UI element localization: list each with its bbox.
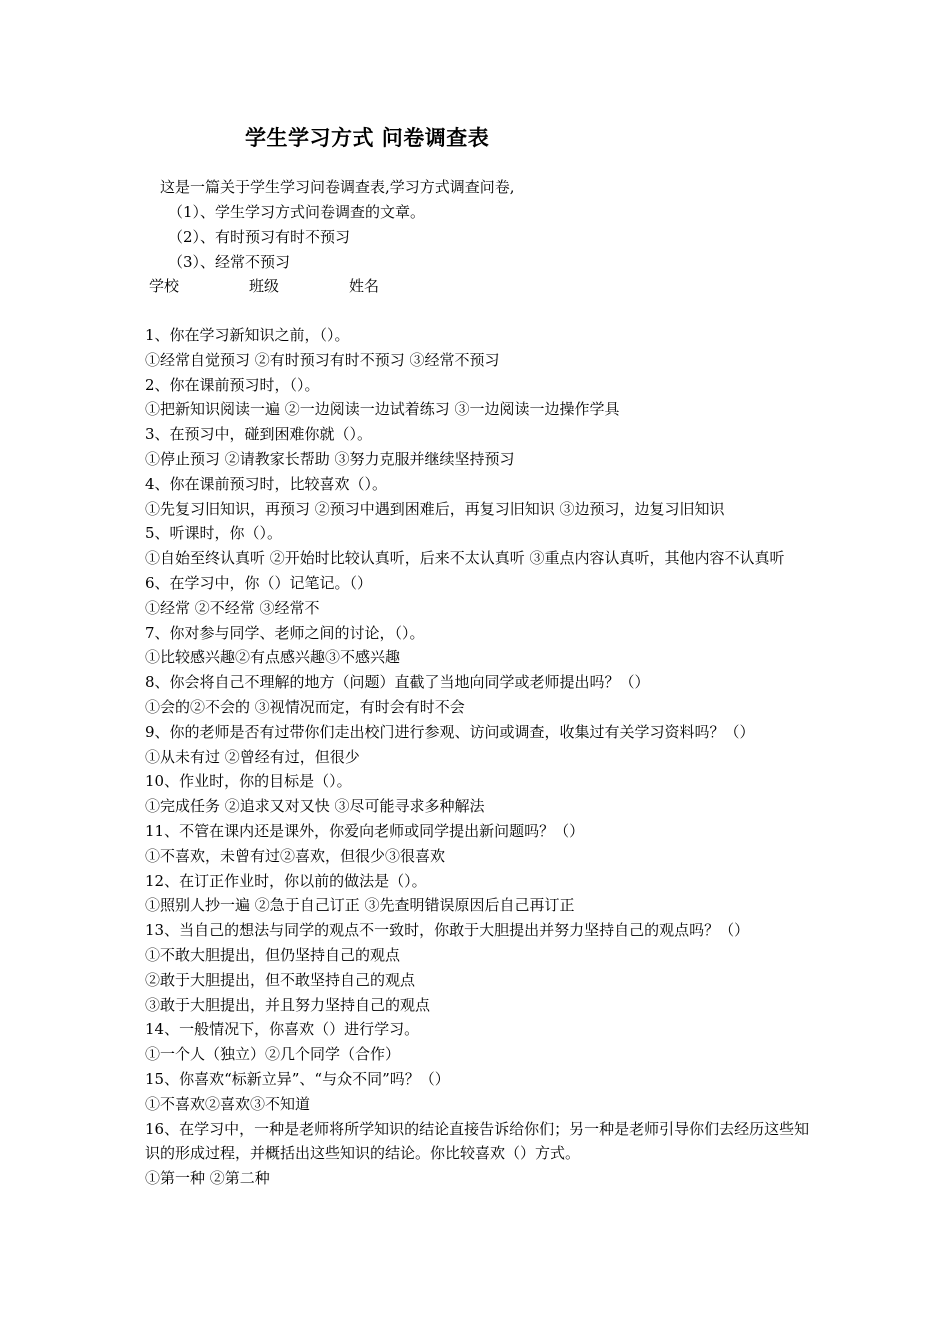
- question-options: ②敢于大胆提出，但不敢坚持自己的观点: [145, 970, 416, 989]
- question-text: 9、你的老师是否有过带你们走出校门进行参观、访问或调查，收集过有关学习资料吗？（）: [145, 722, 755, 741]
- question-options: ①先复习旧知识，再预习 ②预习中遇到困难后，再复习旧知识 ③边预习，边复习旧知识: [145, 499, 725, 518]
- question-options: ①从未有过 ②曾经有过，但很少: [145, 747, 360, 766]
- question-text: 8、你会将自己不理解的地方（问题）直截了当地向同学或老师提出吗？（）: [145, 673, 650, 692]
- question-text: 4、你在课前预习时，比较喜欢（）。: [145, 474, 388, 493]
- question-options: ①完成任务 ②追求又对又快 ③尽可能寻求多种解法: [145, 797, 485, 816]
- question-text: 6、在学习中，你（）记笔记。（）: [145, 573, 373, 592]
- question-options: ①一个人（独立）②几个同学（合作）: [145, 1045, 401, 1064]
- intro-item: （2）、有时预习有时不预习: [168, 228, 351, 246]
- question-text: 10、作业时，你的目标是（）。: [145, 772, 352, 791]
- question-options: ③敢于大胆提出，并且努力坚持自己的观点: [145, 995, 431, 1014]
- question-text: 2、你在课前预习时，（）。: [145, 375, 320, 394]
- question-options: ①停止预习 ②请教家长帮助 ③努力克服并继续坚持预习: [145, 449, 515, 468]
- question-text: 7、你对参与同学、老师之间的讨论，（）。: [145, 623, 425, 642]
- student-info-fields: [149, 274, 379, 299]
- question-list: [145, 323, 810, 1191]
- question-text: 12、在订正作业时，你以前的做法是（）。: [145, 871, 427, 890]
- question-text: 15、你喜欢“标新立异”、“与众不同”吗？（）: [145, 1069, 450, 1088]
- question-text: 3、在预习中，碰到困难你就（）。: [145, 425, 373, 444]
- question-options: ①会的②不会的 ③视情况而定，有时会有时不会: [145, 697, 465, 716]
- class-label: 班级: [249, 277, 280, 295]
- question-options: ①不敢大胆提出，但仍坚持自己的观点: [145, 945, 401, 964]
- page-title: 学生学习方式 问卷调查表: [245, 126, 490, 150]
- question-options: ①不喜欢，未曾有过②喜欢，但很少③很喜欢: [145, 846, 446, 865]
- intro-section: [146, 175, 826, 275]
- intro-item: （1）、学生学习方式问卷调查的文章。: [168, 203, 426, 221]
- question-text: 13、当自己的想法与同学的观点不一致时，你敢于大胆提出并努力坚持自己的观点吗？（）: [145, 921, 750, 940]
- question-text: 16、在学习中，一种是老师将所学知识的结论直接告诉给你们；另一种是老师引导你们去经历这些知识的形成过程，并概括出这些知识的结论。你比较喜欢（）方式。: [145, 1119, 810, 1163]
- question-text: 14、一般情况下，你喜欢（）进行学习。: [145, 1020, 420, 1039]
- question-text: 1、你在学习新知识之前，（）。: [145, 326, 350, 344]
- question-options: ①比较感兴趣②有点感兴趣③不感兴趣: [145, 648, 401, 667]
- question-options: ①自始至终认真听 ②开始时比较认真听，后来不太认真听 ③重点内容认真听，其他内容不认真听: [145, 549, 785, 568]
- question-options: ①不喜欢②喜欢③不知道: [145, 1094, 311, 1113]
- question-options: ①经常自觉预习 ②有时预习有时不预习 ③经常不预习: [145, 350, 500, 369]
- intro-lead: 这是一篇关于学生学习问卷调查表,学习方式调查问卷,: [160, 178, 515, 196]
- question-text: 11、不管在课内还是课外，你爱向老师或同学提出新问题吗？（）: [145, 821, 585, 840]
- question-options: ①第一种 ②第二种: [145, 1169, 270, 1188]
- question-options: ①照别人抄一遍 ②急于自己订正 ③先查明错误原因后自己再订正: [145, 896, 575, 915]
- intro-item: （3）、经常不预习: [168, 253, 291, 271]
- question-options: ①经常 ②不经常 ③经常不: [145, 598, 320, 617]
- question-text: 5、听课时，你（）。: [145, 524, 283, 543]
- school-label: 学校: [149, 277, 180, 295]
- question-options: ①把新知识阅读一遍 ②一边阅读一边试着练习 ③一边阅读一边操作学具: [145, 400, 620, 419]
- name-label: 姓名: [349, 277, 380, 295]
